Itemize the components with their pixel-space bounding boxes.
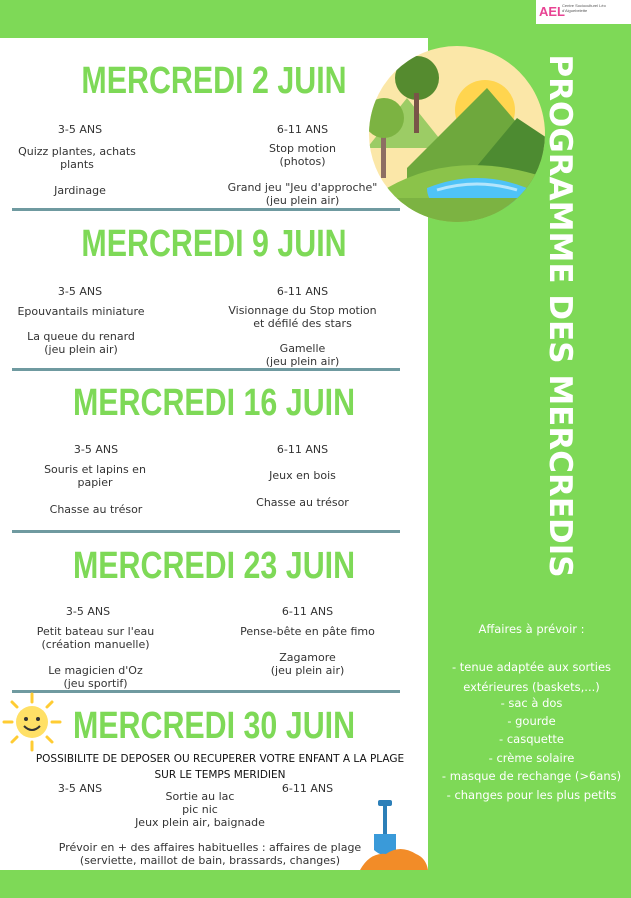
beach-footer: Prévoir en + des affaires habituelles : affaires de plage (serviette, maillot de bain, brassards, changes) xyxy=(58,841,362,867)
divider xyxy=(12,368,400,371)
day-heading-1: MERCREDI 2 JUIN xyxy=(81,60,347,102)
activity-day4-left-1: Petit bateau sur l'eau (création manuelle) xyxy=(36,625,155,651)
age-6-11-day1: 6-11 ANS xyxy=(276,123,329,136)
age-6-11-day5: 6-11 ANS xyxy=(281,782,334,795)
activity-day3-left-2: Chasse au trésor xyxy=(49,503,143,516)
age-6-11-day2: 6-11 ANS xyxy=(276,285,329,298)
supply-item-1: - tenue adaptée aux sorties extérieures (baskets,...) xyxy=(451,660,612,694)
activity-day1-left-2: Jardinage xyxy=(54,184,106,197)
beach-notice: POSSIBILITE DE DEPOSER OU RECUPERER VOTRE ENFANT A LA PLAGE SUR LE TEMPS MERIDIEN xyxy=(35,753,405,781)
age-3-5-day3: 3-5 ANS xyxy=(73,443,119,456)
day-heading-2: MERCREDI 9 JUIN xyxy=(81,223,347,265)
activity-day2-left-1: Epouvantails miniature xyxy=(17,305,145,318)
age-3-5-day1: 3-5 ANS xyxy=(57,123,103,136)
logo-subtitle: Centre Socioculturel Léo d'Aiguebelette xyxy=(562,3,606,13)
activity-day4-left-2: Le magicien d'Oz (jeu sportif) xyxy=(48,664,143,690)
activity-day3-left-1: Souris et lapins en papier xyxy=(44,463,146,489)
supply-item-7: - changes pour les plus petits xyxy=(446,788,617,802)
age-6-11-day3: 6-11 ANS xyxy=(276,443,329,456)
divider xyxy=(12,530,400,533)
activity-day1-left-1: Quizz plantes, achats plants xyxy=(18,145,136,171)
activity-day3-right-1: Jeux en bois xyxy=(269,469,336,482)
activity-day2-right-1: Visionnage du Stop motion et défilé des stars xyxy=(228,304,377,330)
supply-item-5: - crème solaire xyxy=(488,751,575,765)
activity-day2-right-2: Gamelle (jeu plein air) xyxy=(265,342,340,368)
shovel-icon xyxy=(360,794,428,870)
organization-logo xyxy=(536,0,631,24)
supply-item-6: - masque de rechange (>6ans) xyxy=(441,769,622,783)
activity-day1-right-1: Stop motion (photos) xyxy=(268,142,337,168)
vertical-title: PROGRAMME DES MERCREDIS xyxy=(542,54,578,578)
supplies-title: Affaires à prévoir : xyxy=(478,622,585,636)
age-3-5-day2: 3-5 ANS xyxy=(57,285,103,298)
landscape-illustration xyxy=(367,38,547,224)
activity-day1-right-2: Grand jeu "Jeu d'approche" (jeu plein air) xyxy=(227,181,378,207)
supply-item-3: - gourde xyxy=(507,714,556,728)
supply-item-2: - sac à dos xyxy=(500,696,563,710)
activity-day5-shared: Sortie au lac pic nic Jeux plein air, baignade xyxy=(135,790,265,829)
age-3-5-day4: 3-5 ANS xyxy=(65,605,111,618)
divider xyxy=(12,690,400,693)
activity-day4-right-2: Zagamore (jeu plein air) xyxy=(270,651,345,677)
sun-icon xyxy=(0,690,64,754)
day-heading-5: MERCREDI 30 JUIN xyxy=(72,705,356,747)
logo-text: AEL xyxy=(539,4,565,19)
age-6-11-day4: 6-11 ANS xyxy=(281,605,334,618)
activity-day4-right-1: Pense-bête en pâte fimo xyxy=(240,625,375,638)
supply-item-4: - casquette xyxy=(499,732,564,746)
divider xyxy=(12,208,400,211)
age-3-5-day5: 3-5 ANS xyxy=(57,782,103,795)
day-heading-3: MERCREDI 16 JUIN xyxy=(72,382,356,424)
day-heading-4: MERCREDI 23 JUIN xyxy=(72,545,356,587)
activity-day2-left-2: La queue du renard (jeu plein air) xyxy=(27,330,135,356)
activity-day3-right-2: Chasse au trésor xyxy=(256,496,349,509)
